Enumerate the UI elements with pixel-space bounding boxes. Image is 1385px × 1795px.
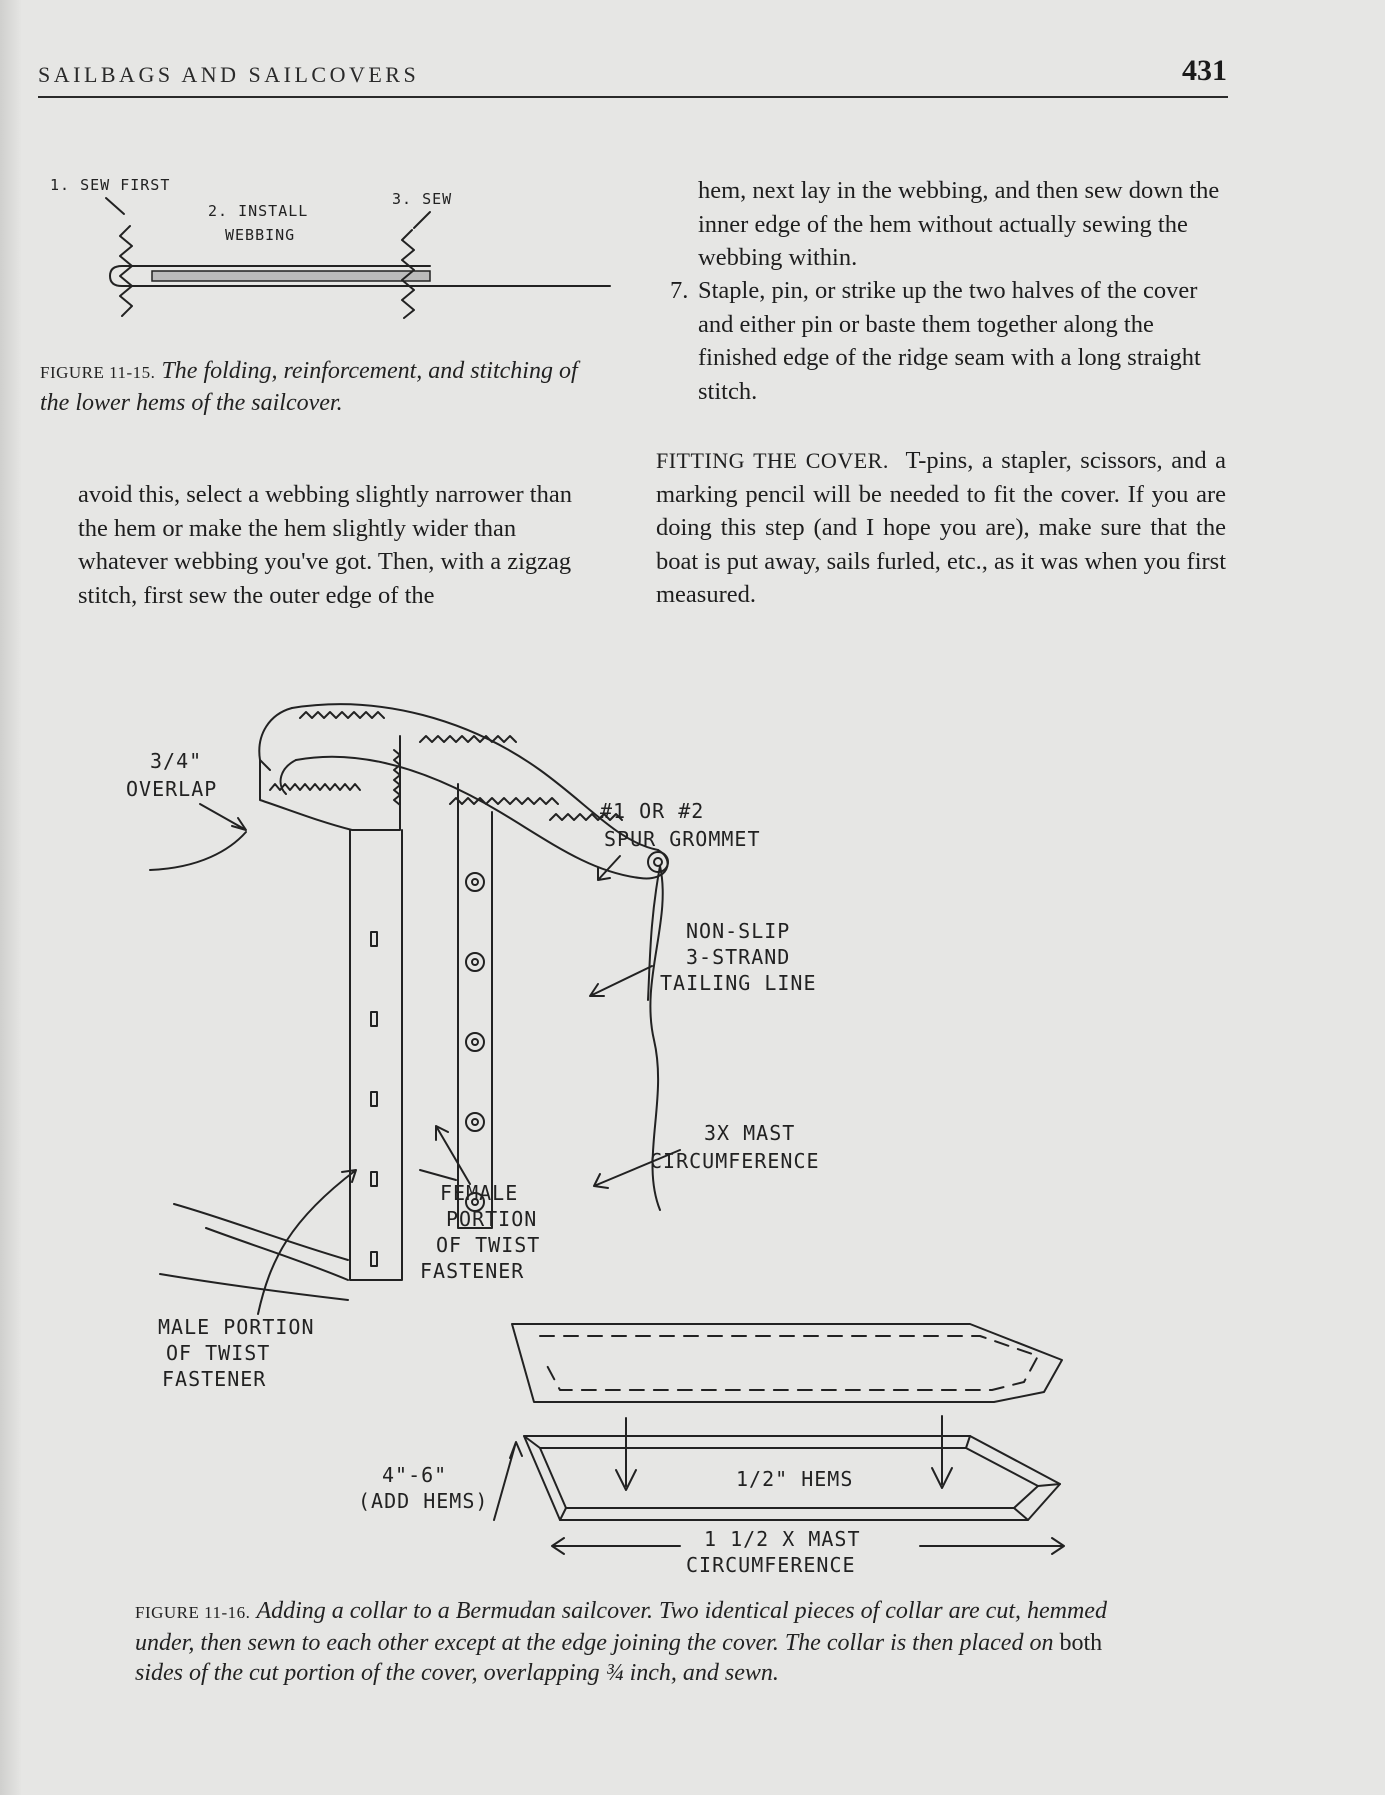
caption-text-1: Adding a collar to a Bermudan sailcover. Two identical pieces of collar are cut, hemmed under, then sewn to each other except at the edge joining the cover. The collar is then placed on <box>135 1598 1107 1656</box>
figure-11-16-illustration <box>120 700 1080 1580</box>
label-overlap-1: 3/4" <box>150 749 203 773</box>
caption-text-2: sides of the cut portion of the cover, overlapping ¾ inch, and sewn. <box>135 1660 779 1686</box>
caption-number: FIGURE 11-15. <box>40 363 156 382</box>
label-tailing-3: TAILING LINE <box>660 971 817 995</box>
label-grommet-2: SPUR GROMMET <box>604 827 761 851</box>
fitting-heading: FITTING THE COVER. <box>656 448 889 473</box>
label-tailing-2: 3-STRAND <box>686 945 791 969</box>
female-twist-fastener-eyes <box>466 873 484 1211</box>
male-twist-fastener-studs <box>371 932 377 1266</box>
label-female-2: PORTION <box>446 1207 538 1231</box>
right-column-continuation: hem, next lay in the webbing, and then sew down the inner edge of the hem without actually sewing the webbing within. <box>698 177 1220 271</box>
header-rule <box>38 96 1228 98</box>
label-male-2: OF TWIST <box>166 1341 271 1365</box>
label-length-1: 1 1/2 X MAST <box>704 1527 861 1551</box>
label-female-1: FEMALE <box>440 1181 519 1205</box>
label-male-3: FASTENER <box>162 1367 267 1391</box>
figure-11-15-illustration <box>40 168 620 348</box>
left-column-paragraph: avoid this, select a webbing slightly narrower than the hem or make the hem slightly wider than whatever webbing you've got. Then, with a zigzag stitch, first sew the outer edge of the <box>78 481 572 609</box>
step-number: 7. <box>670 277 689 304</box>
leader-overlap <box>150 832 246 870</box>
zigzag-stitch-left <box>120 226 132 316</box>
caption-text: The folding, reinforcement, and stitching of the lower hems of the sailcover. <box>40 358 578 416</box>
label-female-3: OF TWIST <box>436 1233 541 1257</box>
label-mast-2: CIRCUMFERENCE <box>650 1149 820 1173</box>
figure-11-15-caption <box>40 356 580 418</box>
label-height-2: (ADD HEMS) <box>358 1489 489 1513</box>
label-overlap-2: OVERLAP <box>126 777 218 801</box>
label-sew-first: 1. SEW FIRST <box>50 176 171 194</box>
fitting-paragraph <box>656 444 1226 612</box>
step-text: Staple, pin, or strike up the two halves of the cover and either pin or baste them together along the finished edge of the ridge seam with a long straight stitch. <box>698 277 1201 405</box>
spur-grommet <box>648 852 668 872</box>
arrow-hem-right <box>932 1416 952 1488</box>
label-install-webbing-2: WEBBING <box>225 226 296 244</box>
arrow-height <box>494 1442 522 1520</box>
arrow-hem-left <box>616 1418 636 1490</box>
arrow-male <box>258 1170 356 1314</box>
collar-drawing <box>160 704 668 1300</box>
page-number: 431 <box>1182 54 1227 87</box>
fitting-text: T-pins, a stapler, scissors, and a marking pencil will be needed to fit the cover. If you are doing this step (and I hope you are), make sure that the boat is put away, sails furled, etc., as it was when you first measured. <box>656 447 1226 608</box>
label-grommet-1: #1 OR #2 <box>600 799 705 823</box>
label-sew: 3. SEW <box>392 190 453 208</box>
caption-upright-word: both <box>1059 1630 1103 1656</box>
arrow-sew <box>414 212 430 228</box>
label-length-2: CIRCUMFERENCE <box>686 1553 856 1577</box>
caption-number: FIGURE 11-16. <box>135 1603 251 1622</box>
arrow-tailing <box>590 966 652 996</box>
label-mast-1: 3X MAST <box>704 1121 796 1145</box>
running-head: SAILBAGS AND SAILCOVERS <box>38 62 420 87</box>
webbing <box>152 271 430 281</box>
label-install-webbing-1: 2. INSTALL <box>208 202 309 220</box>
label-height-1: 4"-6" <box>382 1463 448 1487</box>
arrow-sew-first <box>106 198 124 214</box>
arrow-length-right <box>920 1538 1064 1554</box>
label-female-4: FASTENER <box>420 1259 525 1283</box>
collar-pattern-piece <box>512 1324 1062 1402</box>
arrow-overlap <box>200 804 246 830</box>
label-male-1: MALE PORTION <box>158 1315 315 1339</box>
page-gutter-shadow <box>0 0 22 1795</box>
label-tailing-1: NON-SLIP <box>686 919 791 943</box>
figure-11-16-caption <box>135 1596 1155 1688</box>
label-hems: 1/2" HEMS <box>736 1467 854 1491</box>
arrow-length-left <box>552 1538 680 1554</box>
